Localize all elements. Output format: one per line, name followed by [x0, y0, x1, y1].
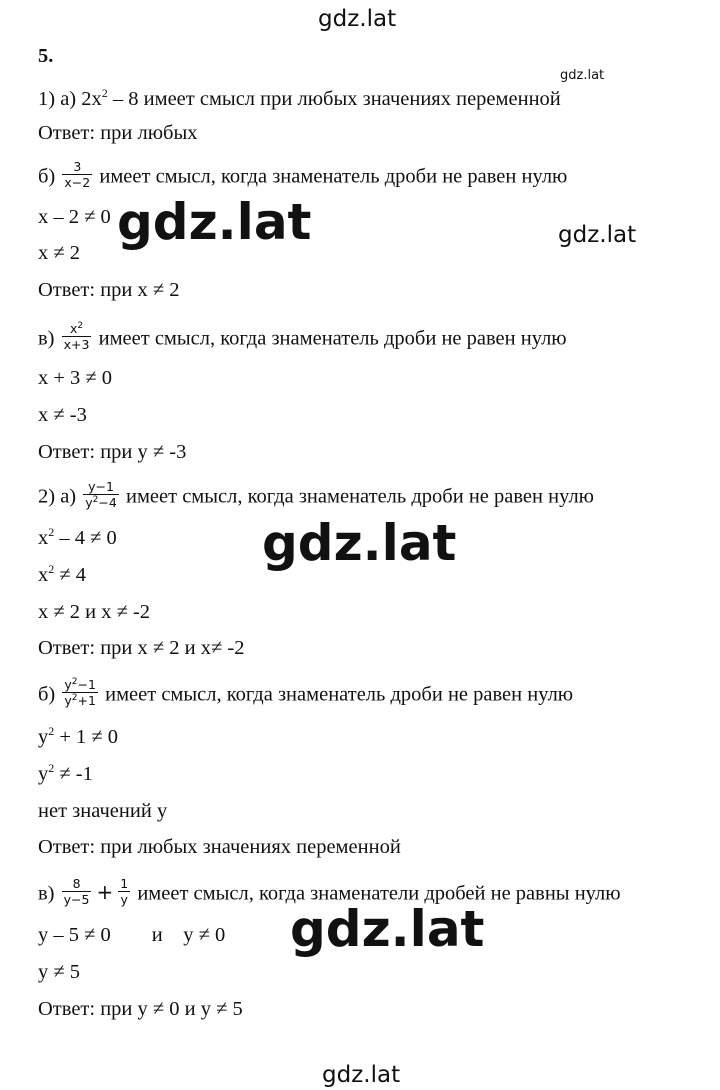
numerator-exp: 2 [71, 676, 78, 687]
part2-b-step1 [38, 724, 119, 748]
part1-a-line [38, 86, 561, 110]
part2-b-answer: Ответ: при любых значениях переменной [38, 836, 401, 858]
watermark-top: gdz.lat [318, 6, 397, 32]
watermark-big-2: gdz.lat [262, 514, 457, 572]
fraction [118, 877, 130, 906]
part2-b-line [38, 676, 574, 710]
part1-a-suffix: – 8 имеет смысл при любых значениях переменной [107, 88, 561, 110]
step-base: x [38, 564, 49, 586]
fraction-denominator [62, 693, 98, 707]
step-exp: 2 [48, 525, 55, 540]
part2-a-line [38, 479, 594, 512]
denominator-base: y [64, 693, 72, 709]
part1-a-answer: Ответ: при любых [38, 122, 198, 144]
part1-c-step2: x ≠ -3 [38, 404, 87, 426]
fraction-denominator: x−2 [64, 175, 91, 191]
step-exp: 2 [48, 761, 55, 776]
watermark-right-mid: gdz.lat [558, 222, 637, 248]
fraction [62, 678, 98, 707]
part2-c-step1: y – 5 ≠ 0 и y ≠ 0 [38, 924, 226, 946]
step-exp: 2 [48, 562, 55, 577]
fraction [83, 480, 119, 509]
numerator-base: y [64, 677, 72, 692]
part2-c-step2: y ≠ 5 [38, 961, 81, 983]
part1-b-step1: x – 2 ≠ 0 [38, 206, 111, 228]
fraction [62, 322, 92, 351]
denominator-exp: 2 [92, 494, 99, 505]
part2-a-prefix: 2) а) [38, 485, 77, 508]
part2-a-step2 [38, 562, 87, 586]
numerator-rest: −1 [77, 677, 96, 692]
fraction-numerator: 1 [120, 876, 129, 891]
part1-b-answer: Ответ: при x ≠ 2 [38, 279, 180, 301]
step-rest: – 4 ≠ 0 [54, 527, 117, 549]
part2-a-answer: Ответ: при x ≠ 2 и x≠ -2 [38, 637, 245, 659]
fraction-denominator: x+3 [63, 337, 90, 353]
fraction-denominator [83, 495, 119, 509]
part2-b-prefix: б) [38, 683, 56, 706]
part1-b-suffix: имеет смысл, когда знаменатель дроби не равен нулю [99, 165, 568, 188]
fraction-denominator: y−5 [63, 892, 90, 908]
part2-b-suffix: имеет смысл, когда знаменатель дроби не равен нулю [105, 683, 574, 706]
fraction-numerator: y−1 [83, 480, 119, 495]
fraction-denominator: y [120, 892, 128, 908]
fraction-numerator [62, 678, 98, 693]
part2-c-suffix: имеет смысл, когда знаменатели дробей не равны нулю [137, 882, 621, 905]
fraction [62, 160, 92, 189]
part1-b-line [38, 159, 568, 192]
watermark-small-right: gdz.lat [560, 68, 605, 83]
watermark-bottom: gdz.lat [322, 1062, 401, 1088]
part2-a-suffix: имеет смысл, когда знаменатель дроби не равен нулю [125, 485, 594, 508]
step-exp: 2 [48, 724, 55, 739]
task-number: 5. [38, 45, 54, 67]
part1-c-line [38, 320, 567, 354]
watermark-big-3: gdz.lat [290, 900, 485, 958]
fraction-numerator: 3 [62, 160, 92, 175]
part2-c-answer: Ответ: при y ≠ 0 и y ≠ 5 [38, 998, 243, 1020]
fraction-numerator: 8 [62, 877, 92, 892]
part1-c-suffix: имеет смысл, когда знаменатель дроби не равен нулю [98, 327, 567, 350]
numerator-exp: 2 [77, 320, 84, 331]
step-base: x [38, 527, 49, 549]
denominator-base: y [85, 495, 93, 511]
step-rest: ≠ -1 [54, 763, 93, 785]
part2-a-step3: x ≠ 2 и x ≠ -2 [38, 601, 151, 623]
part1-b-step2: x ≠ 2 [38, 242, 81, 264]
part1-c-step1: x + 3 ≠ 0 [38, 367, 113, 389]
fraction-numerator [62, 322, 92, 337]
denominator-rest: +1 [77, 693, 96, 709]
part2-b-step3: нет значений y [38, 800, 168, 822]
part2-b-step2 [38, 761, 93, 785]
part2-c-prefix: в) [38, 882, 55, 905]
part2-c-line [38, 876, 621, 909]
part1-c-prefix: в) [38, 327, 55, 350]
denominator-exp: 2 [71, 692, 78, 703]
part1-b-prefix: б) [38, 165, 56, 188]
part2-a-step1 [38, 525, 117, 549]
denominator-rest: −4 [98, 495, 117, 511]
numerator-base: x [69, 321, 78, 336]
step-base: y [38, 763, 49, 785]
watermark-big-1: gdz.lat [117, 193, 312, 251]
step-rest: + 1 ≠ 0 [54, 726, 119, 748]
part1-c-answer: Ответ: при y ≠ -3 [38, 441, 187, 463]
step-base: y [38, 726, 49, 748]
part1-a-exp: 2 [101, 86, 108, 101]
step-rest: ≠ 4 [54, 564, 87, 586]
part1-a-prefix: 1) а) 2x [38, 88, 102, 110]
plus-sign: + [96, 879, 114, 904]
fraction [62, 877, 92, 906]
